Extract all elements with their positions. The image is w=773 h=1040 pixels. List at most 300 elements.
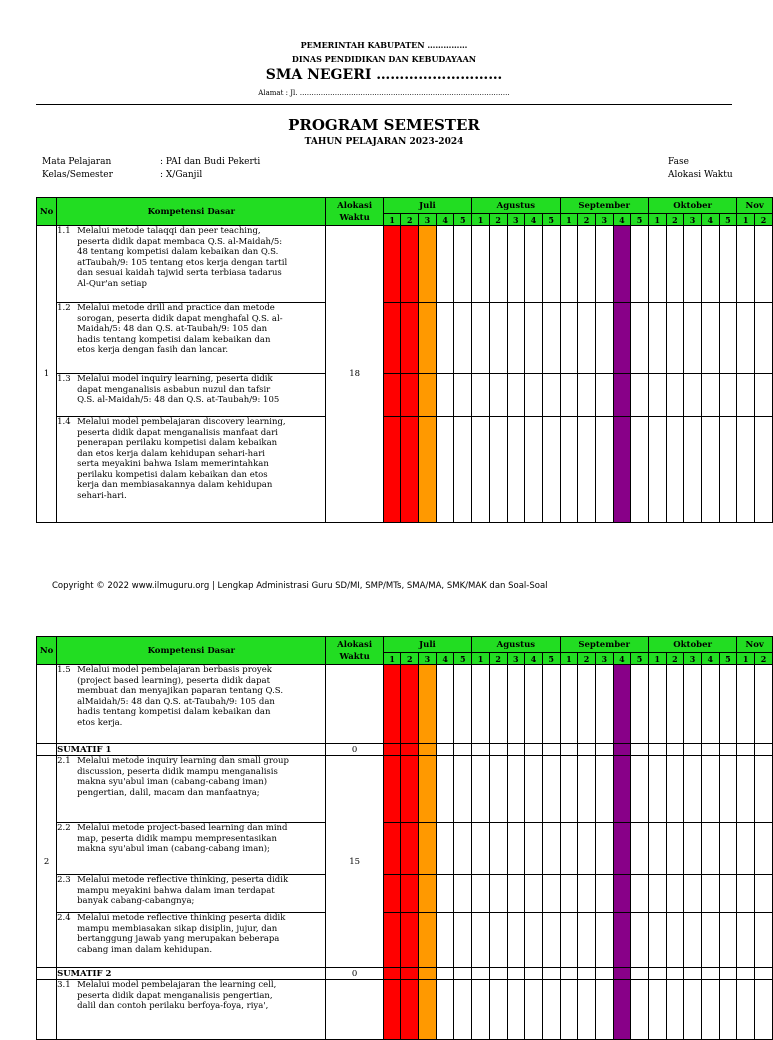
document-title: PROGRAM SEMESTER [288, 116, 480, 134]
week-cell [489, 417, 507, 523]
week-cell [454, 823, 472, 875]
week-cell [648, 823, 666, 875]
week-cell [737, 374, 755, 417]
week-cell [737, 744, 755, 756]
week-cell [436, 303, 454, 374]
competency-text: Melalui metode reflective thinking, peserta didik mampu meyakini bahwa dalam iman terdapat banyak cabang-cabangnya; [77, 875, 289, 906]
competency-cell [57, 303, 326, 374]
week-cell [472, 303, 490, 374]
week-cell [419, 226, 437, 303]
week-cell [613, 756, 631, 823]
week-cell [560, 980, 578, 1040]
week-cell [719, 303, 737, 374]
col-no-header: No [37, 198, 57, 226]
week-cell [666, 756, 684, 823]
week-cell [719, 968, 737, 980]
week-cell [701, 980, 719, 1040]
week-number-header: 2 [754, 653, 772, 665]
week-cell [666, 875, 684, 913]
semester-table-page-1 [36, 197, 767, 527]
competency-text: Melalui model pembelajaran discovery learning, peserta didik dapat menganalisis manfaat dari penerapan perilaku kompetisi dalam kebaikan dan etos kerja dalam kehidupan sehari-hari serta meyakini bahwa Islam memerintahkan perilaku kompetisi dalam kebaikan dan etos kerja dan membiasakannya dalam kehidupan sehari-hari. [77, 417, 286, 501]
week-cell [542, 417, 560, 523]
week-cell [489, 665, 507, 744]
week-number-header: 2 [754, 214, 772, 226]
group-number [37, 744, 57, 756]
week-number-header: 1 [560, 214, 578, 226]
week-cell [737, 417, 755, 523]
week-cell [648, 303, 666, 374]
week-cell [472, 756, 490, 823]
week-cell [595, 968, 613, 980]
week-cell [701, 374, 719, 417]
week-cell [684, 823, 702, 875]
week-cell [631, 374, 649, 417]
week-cell [631, 744, 649, 756]
week-number-header: 3 [684, 653, 702, 665]
week-cell [472, 913, 490, 968]
week-cell [489, 374, 507, 417]
week-cell [436, 665, 454, 744]
week-number-header: 3 [595, 214, 613, 226]
week-cell [754, 417, 772, 523]
competency-cell [57, 980, 326, 1040]
week-cell [737, 980, 755, 1040]
competency-number: 2.3 [57, 875, 71, 885]
week-cell [666, 374, 684, 417]
week-number-header: 3 [419, 653, 437, 665]
competency-number: 2.1 [57, 756, 71, 766]
week-number-header: 1 [648, 653, 666, 665]
competency-text: Melalui model pembelajaran the learning cell, peserta didik dapat menganalisis pengertian, dalil dan contoh perilaku berfoya-foya, riya', [77, 980, 277, 1011]
week-cell [419, 665, 437, 744]
week-cell [578, 756, 596, 823]
week-cell [578, 417, 596, 523]
week-cell [613, 417, 631, 523]
week-cell [436, 980, 454, 1040]
week-cell [436, 875, 454, 913]
week-cell [401, 303, 419, 374]
week-cell [595, 744, 613, 756]
competency-text: Melalui metode talaqqi dan peer teaching, peserta didik dapat membaca Q.S. al-Maidah/5: 48 tentang kompetisi dalam kebaikan dan Q.S. atTaubah/9: 105 tentang etos kerja dengan tartil dan sesuai kaidah tajwid serta terbiasa tadarus Al-Qur'an setiap [77, 226, 288, 289]
week-cell [560, 374, 578, 417]
week-cell [383, 665, 401, 744]
week-cell [613, 665, 631, 744]
week-cell [383, 968, 401, 980]
week-cell [578, 913, 596, 968]
week-cell [525, 303, 543, 374]
week-cell [419, 980, 437, 1040]
week-cell [436, 913, 454, 968]
week-cell [472, 374, 490, 417]
week-cell [754, 980, 772, 1040]
week-cell [489, 744, 507, 756]
competency-number: 1.3 [57, 374, 71, 384]
week-cell [595, 980, 613, 1040]
competency-cell [57, 374, 326, 417]
week-cell [489, 756, 507, 823]
competency-number: 1.2 [57, 303, 71, 313]
week-cell [754, 756, 772, 823]
header-divider [36, 104, 732, 105]
week-cell [525, 875, 543, 913]
week-cell [489, 968, 507, 980]
subject-label: Mata Pelajaran [42, 157, 112, 167]
week-cell [436, 744, 454, 756]
week-number-header: 2 [578, 653, 596, 665]
week-cell [754, 303, 772, 374]
week-cell [578, 875, 596, 913]
week-cell [507, 374, 525, 417]
week-cell [525, 756, 543, 823]
week-cell [666, 980, 684, 1040]
week-cell [401, 417, 419, 523]
month-header-september: September [560, 198, 648, 214]
week-number-header: 5 [719, 214, 737, 226]
week-number-header: 4 [701, 653, 719, 665]
group-allocation: 18 [326, 226, 383, 523]
sumatif-label: SUMATIF 1 [57, 744, 326, 756]
week-cell [419, 756, 437, 823]
week-cell [578, 665, 596, 744]
week-cell [719, 980, 737, 1040]
week-cell [472, 417, 490, 523]
competency-text: Melalui model pembelajaran berbasis proyek (project based learning), peserta didik dapat membuat dan menyajikan paparan tentang Q.S. alMaidah/5: 48 dan Q.S. at-Taubah/9: 105 dan hadis tentang kompetisi dalam kebaikan dan etos kerja. [77, 665, 284, 728]
week-number-header: 3 [684, 214, 702, 226]
week-cell [419, 303, 437, 374]
week-cell [472, 875, 490, 913]
week-cell [401, 823, 419, 875]
week-cell [631, 756, 649, 823]
table-row [37, 968, 773, 980]
week-cell [525, 980, 543, 1040]
week-number-header: 5 [542, 214, 560, 226]
week-cell [631, 968, 649, 980]
week-cell [436, 968, 454, 980]
week-cell [401, 913, 419, 968]
group-number [37, 665, 57, 744]
week-cell [648, 417, 666, 523]
competency-cell [57, 875, 326, 913]
week-cell [578, 968, 596, 980]
col-kd-header: Kompetensi Dasar [57, 637, 326, 665]
week-cell [507, 226, 525, 303]
week-cell [754, 823, 772, 875]
week-cell [754, 913, 772, 968]
week-cell [595, 226, 613, 303]
month-header-juli: Juli [383, 637, 471, 653]
competency-cell [57, 417, 326, 523]
header-department: DINAS PENDIDIKAN DAN KEBUDAYAAN [291, 54, 477, 64]
phase-label: Fase [668, 157, 689, 167]
week-cell [631, 226, 649, 303]
week-cell [525, 823, 543, 875]
allocation-cell [326, 980, 383, 1040]
week-cell [684, 980, 702, 1040]
week-cell [737, 756, 755, 823]
competency-cell [57, 226, 326, 303]
week-cell [542, 665, 560, 744]
week-cell [419, 968, 437, 980]
copyright-footer: Copyright © 2022 www.ilmuguru.org | Lengkap Administrasi Guru SD/MI, SMP/MTs, SMA/MA, SMK/MAK dan Soal-Soal [52, 581, 548, 591]
week-cell [383, 417, 401, 523]
sumatif-allocation: 0 [326, 744, 383, 756]
week-cell [401, 756, 419, 823]
allocation-cell [326, 665, 383, 744]
week-cell [595, 913, 613, 968]
week-cell [419, 744, 437, 756]
sumatif-allocation: 0 [326, 968, 383, 980]
week-cell [454, 303, 472, 374]
week-cell [613, 913, 631, 968]
week-number-header: 2 [666, 653, 684, 665]
week-cell [613, 744, 631, 756]
week-cell [383, 226, 401, 303]
week-cell [507, 913, 525, 968]
competency-cell [57, 756, 326, 823]
week-cell [383, 756, 401, 823]
table-row [37, 744, 773, 756]
week-cell [719, 665, 737, 744]
week-number-header: 4 [436, 214, 454, 226]
week-cell [472, 665, 490, 744]
week-cell [754, 875, 772, 913]
week-cell [737, 303, 755, 374]
week-cell [489, 913, 507, 968]
week-cell [542, 980, 560, 1040]
table-row [37, 823, 773, 875]
week-cell [737, 875, 755, 913]
week-cell [648, 744, 666, 756]
week-number-header: 1 [737, 214, 755, 226]
week-cell [560, 968, 578, 980]
week-cell [737, 226, 755, 303]
col-alokasi-header: Alokasi Waktu [326, 637, 383, 665]
week-cell [666, 913, 684, 968]
week-cell [684, 875, 702, 913]
week-cell [560, 417, 578, 523]
week-cell [648, 756, 666, 823]
sumatif-label: SUMATIF 2 [57, 968, 326, 980]
competency-text: Melalui metode reflective thinking peserta didik mampu membiasakan sikap disiplin, jujur, dan bertanggung jawab yang merupakan beberapa cabang iman dalam kehidupan. [77, 913, 286, 955]
week-cell [419, 417, 437, 523]
week-cell [737, 665, 755, 744]
week-cell [666, 968, 684, 980]
week-number-header: 2 [401, 214, 419, 226]
week-number-header: 1 [648, 214, 666, 226]
week-cell [489, 823, 507, 875]
week-cell [489, 303, 507, 374]
week-cell [383, 303, 401, 374]
table-row [37, 665, 773, 744]
week-cell [401, 875, 419, 913]
week-cell [595, 374, 613, 417]
competency-number: 2.4 [57, 913, 71, 923]
week-cell [701, 303, 719, 374]
week-cell [684, 303, 702, 374]
week-cell [684, 756, 702, 823]
week-cell [737, 913, 755, 968]
week-cell [737, 968, 755, 980]
table-row [37, 913, 773, 968]
week-cell [754, 968, 772, 980]
month-header-september: September [560, 637, 648, 653]
table-row [37, 875, 773, 913]
week-cell [648, 875, 666, 913]
week-cell [419, 374, 437, 417]
week-cell [631, 913, 649, 968]
week-cell [754, 374, 772, 417]
week-cell [578, 374, 596, 417]
week-number-header: 3 [419, 214, 437, 226]
week-cell [684, 417, 702, 523]
week-cell [560, 226, 578, 303]
week-number-header: 1 [383, 214, 401, 226]
week-cell [401, 980, 419, 1040]
group-number: 1 [37, 226, 57, 523]
week-cell [560, 875, 578, 913]
week-cell [454, 875, 472, 913]
week-cell [595, 303, 613, 374]
competency-number: 1.5 [57, 665, 71, 675]
week-cell [383, 913, 401, 968]
week-cell [666, 823, 684, 875]
week-number-header: 3 [595, 653, 613, 665]
week-cell [595, 875, 613, 913]
table-row [37, 756, 773, 823]
week-cell [419, 913, 437, 968]
document-subtitle: TAHUN PELAJARAN 2023-2024 [304, 137, 464, 147]
week-cell [719, 823, 737, 875]
week-cell [666, 417, 684, 523]
week-cell [719, 226, 737, 303]
week-cell [701, 968, 719, 980]
week-cell [719, 756, 737, 823]
week-number-header: 5 [454, 653, 472, 665]
table-row [37, 417, 773, 523]
week-cell [454, 374, 472, 417]
week-cell [578, 980, 596, 1040]
class-label: Kelas/Semester [42, 170, 113, 180]
week-cell [595, 417, 613, 523]
table-row [37, 374, 773, 417]
subject-value: : PAI dan Budi Pekerti [160, 157, 261, 167]
week-cell [648, 665, 666, 744]
week-cell [613, 823, 631, 875]
week-cell [454, 913, 472, 968]
week-cell [578, 744, 596, 756]
week-cell [684, 913, 702, 968]
week-cell [701, 744, 719, 756]
week-cell [595, 823, 613, 875]
week-cell [701, 913, 719, 968]
week-cell [648, 968, 666, 980]
week-number-header: 3 [507, 214, 525, 226]
week-cell [401, 744, 419, 756]
month-header-november: Nov [737, 198, 773, 214]
week-cell [542, 744, 560, 756]
week-cell [472, 968, 490, 980]
week-cell [525, 665, 543, 744]
week-cell [595, 756, 613, 823]
group-number [37, 968, 57, 980]
week-cell [454, 226, 472, 303]
week-cell [613, 374, 631, 417]
month-header-oktober: Oktober [648, 198, 736, 214]
week-number-header: 4 [525, 214, 543, 226]
week-cell [684, 744, 702, 756]
week-number-header: 5 [719, 653, 737, 665]
school-address: Alamat : Jl. ……………………………………………………………………………… [258, 89, 510, 97]
week-cell [454, 968, 472, 980]
week-cell [560, 823, 578, 875]
week-cell [754, 665, 772, 744]
week-cell [631, 980, 649, 1040]
competency-text: Melalui metode project-based learning dan mind map, peserta didik mampu mempresentasikan makna syu'abul iman (cabang-cabang iman); [77, 823, 288, 854]
week-cell [401, 226, 419, 303]
week-number-header: 5 [631, 653, 649, 665]
week-cell [401, 665, 419, 744]
month-header-oktober: Oktober [648, 637, 736, 653]
week-cell [560, 744, 578, 756]
week-cell [401, 374, 419, 417]
week-number-header: 5 [631, 214, 649, 226]
col-alokasi-header: Alokasi Waktu [326, 198, 383, 226]
week-cell [383, 744, 401, 756]
week-number-header: 2 [578, 214, 596, 226]
week-cell [489, 226, 507, 303]
week-cell [684, 226, 702, 303]
week-number-header: 3 [507, 653, 525, 665]
week-number-header: 1 [472, 653, 490, 665]
week-cell [525, 968, 543, 980]
table-row [37, 980, 773, 1040]
week-number-header: 5 [454, 214, 472, 226]
week-cell [507, 875, 525, 913]
week-cell [701, 875, 719, 913]
week-cell [560, 756, 578, 823]
week-cell [701, 417, 719, 523]
week-cell [525, 374, 543, 417]
week-cell [507, 744, 525, 756]
week-cell [595, 665, 613, 744]
week-cell [542, 823, 560, 875]
week-cell [542, 968, 560, 980]
week-cell [684, 665, 702, 744]
week-cell [631, 823, 649, 875]
week-cell [383, 823, 401, 875]
week-cell [472, 980, 490, 1040]
week-cell [560, 303, 578, 374]
class-value: : X/Ganjil [160, 170, 203, 180]
week-number-header: 4 [701, 214, 719, 226]
week-cell [719, 417, 737, 523]
week-cell [507, 303, 525, 374]
group-number: 2 [37, 756, 57, 968]
group-number [37, 980, 57, 1040]
week-cell [454, 980, 472, 1040]
week-cell [631, 417, 649, 523]
week-cell [454, 417, 472, 523]
week-cell [719, 875, 737, 913]
week-number-header: 4 [613, 214, 631, 226]
week-cell [419, 823, 437, 875]
week-number-header: 4 [525, 653, 543, 665]
competency-cell [57, 665, 326, 744]
week-cell [578, 226, 596, 303]
week-cell [701, 823, 719, 875]
week-cell [542, 303, 560, 374]
week-cell [613, 968, 631, 980]
